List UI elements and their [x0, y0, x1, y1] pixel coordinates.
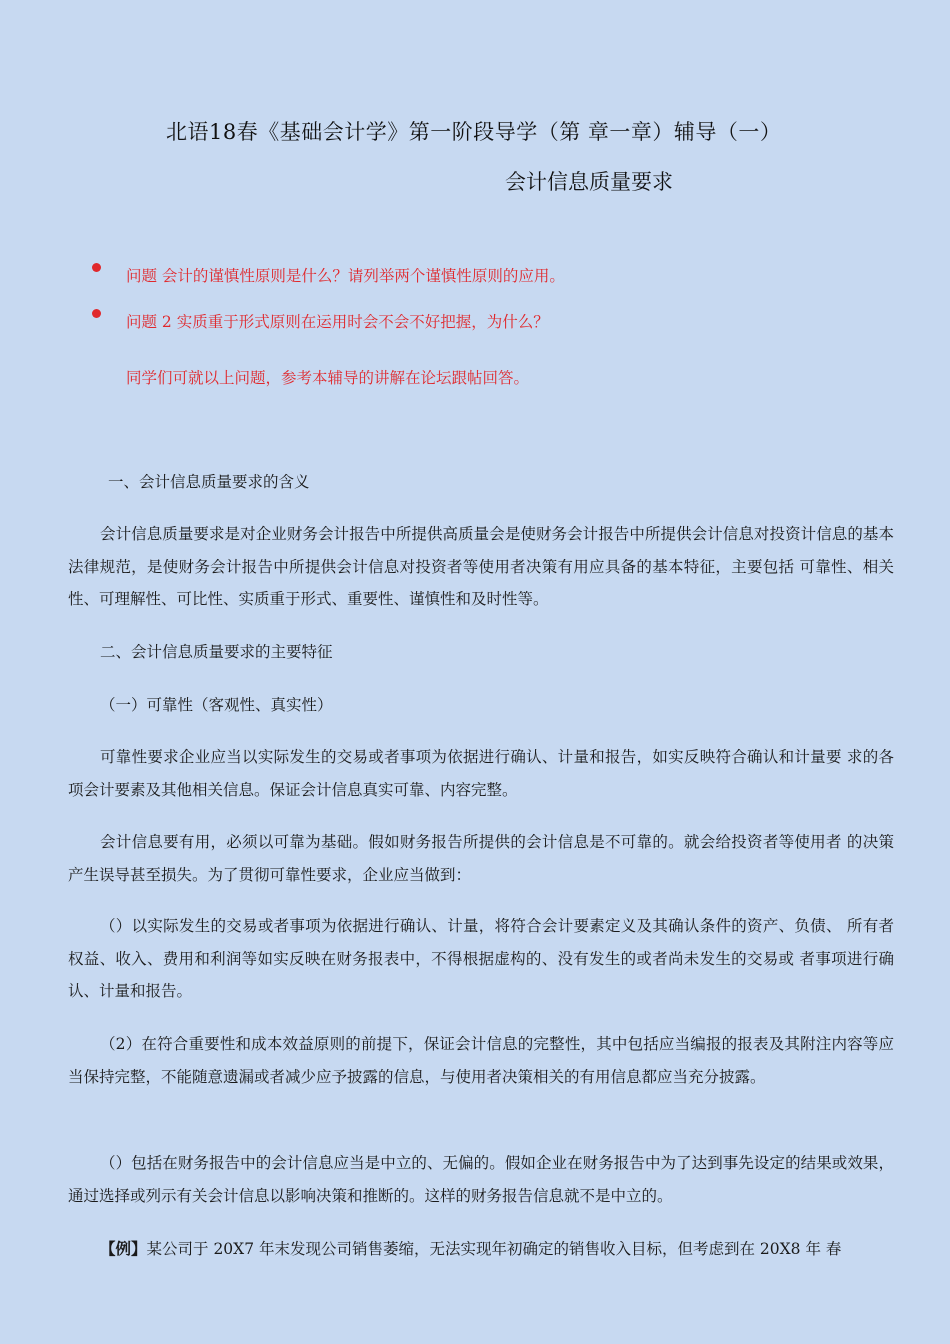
subsection-1-heading: （一）可靠性（客观性、真实性）	[100, 696, 333, 714]
question-1: 问题 会计的谨慎性原则是什么？请列举两个谨慎性原则的应用。	[126, 267, 565, 285]
section-1-heading: 一、会计信息质量要求的含义	[108, 473, 310, 491]
section-2-heading: 二、会计信息质量要求的主要特征	[100, 643, 333, 661]
paragraph-reliability-item-3: （）包括在财务报告中的会计信息应当是中立的、无偏的。假如企业在财务报告中为了达到事先设定的结果或效果，通过选择或列示有关会计信息以影响决策和推断的。这样的财务报告信息就不是中立的。	[68, 1154, 894, 1205]
forum-prompt: 同学们可就以上问题，参考本辅导的讲解在论坛跟帖回答。	[126, 369, 530, 387]
paragraph-reliability-2: 会计信息要有用，必须以可靠为基础。假如财务报告所提供的会计信息是不可靠的。就会给投资者等使用者 的决策产生误导甚至损失。为了贯彻可靠性要求，企业应当做到：	[68, 833, 894, 884]
paragraph-reliability-item-1: （）以实际发生的交易或者事项为依据进行确认、计量，将符合会计要素定义及其确认条件的资产、负债、 所有者权益、收入、费用和利润等如实反映在财务报表中，不得根据虚构的、没有发生的或者尚未发生的交易或 者事项进行确认、计量和报告。	[68, 917, 894, 1000]
document-subtitle: 会计信息质量要求	[505, 170, 673, 194]
section-1-paragraph: 会计信息质量要求是对企业财务会计报告中所提供高质量会是使财务会计报告中所提供会计信息对投资计信息的基本法律规范，是使财务会计报告中所提供会计信息对投资者等使用者决策有用应具备的基本特征，主要包括 可靠性、相关性、可理解性、可比性、实质重于形式、重要性、谨慎性和及时性等。	[68, 525, 894, 608]
bullet-icon	[92, 263, 101, 272]
bullet-icon	[92, 309, 101, 318]
question-2: 问题 2 实质重于形式原则在运用时会不会不好把握，为什么？	[126, 313, 549, 331]
document-title: 北语18春《基础会计学》第一阶段导学（第 章一章）辅导（一）	[166, 120, 782, 144]
example-text: 某公司于 20X7 年末发现公司销售萎缩，无法实现年初确定的销售收入目标，但考虑到在 20X8 年 春	[146, 1240, 842, 1258]
example-paragraph	[100, 1233, 894, 1266]
example-label: 【例】	[100, 1239, 147, 1258]
paragraph-reliability-1: 可靠性要求企业应当以实际发生的交易或者事项为依据进行确认、计量和报告，如实反映符合确认和计量要 求的各项会计要素及其他相关信息。保证会计信息真实可靠、内容完整。	[68, 748, 894, 799]
paragraph-reliability-item-2: （2）在符合重要性和成本效益原则的前提下，保证会计信息的完整性，其中包括应当编报的报表及其附注内容等应当保持完整，不能随意遗漏或者减少应予披露的信息，与使用者决策相关的有用信息都应当充分披露。	[68, 1035, 894, 1086]
